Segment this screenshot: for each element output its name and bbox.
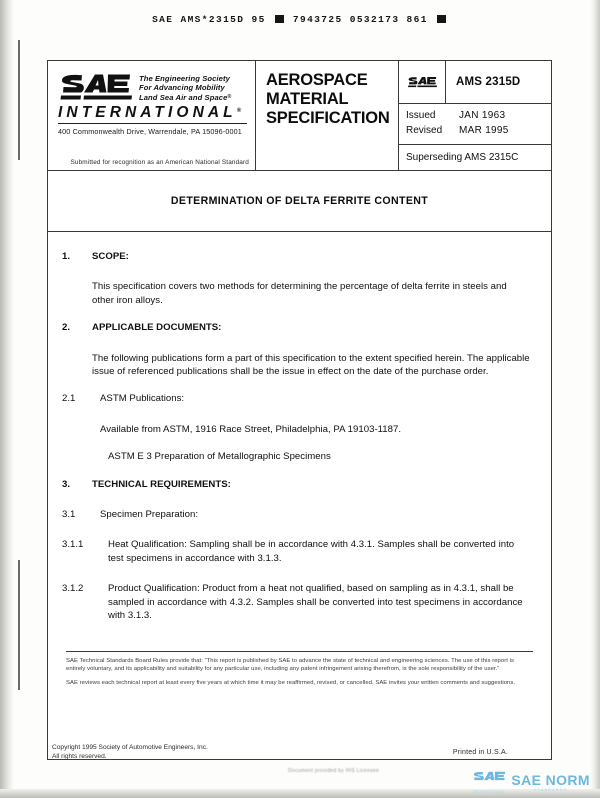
document-frame [47,60,552,760]
revised-value: MAR 1995 [459,124,509,136]
sae-address: 400 Commonwealth Drive, Warrendale, PA 15096-0001 [58,126,242,136]
clause-3-number: 3. [62,478,71,490]
masthead-id-block [399,61,551,170]
spine-mark [18,40,20,160]
clause-3-1-2 [62,582,531,622]
scan-edge-left [0,0,14,798]
masthead-logo-block [48,61,256,170]
scan-code-prefix: SAE AMS*2315D 95 [152,14,266,25]
sae-logo-icon [58,73,132,103]
watermark-title: SAE NORM [511,772,590,788]
footer-review-note: SAE reviews each technical report at least every five years at which time it may be reaffirmed, revised, or cancelled. SAE invites your written comments and suggestions. [66,680,516,687]
masthead-id-top [399,61,551,104]
copyright-block [52,744,208,761]
submitted-note: Submitted for recognition as an American National Standard [70,159,249,166]
document-title-band [48,171,551,232]
masthead-title-block [256,61,399,170]
watermark-international: INTERNATIONAL [473,790,506,794]
clause-2-1-heading: ASTM Publications: [100,393,185,405]
sae-watermark-icon [472,771,506,785]
sae-badge-cell [399,61,446,103]
scan-smudge-text: Document provided by IHS Licensee [288,768,380,774]
sae-badge-icon [407,76,437,89]
printed-in-note: Printed in U.S.A. [452,749,508,756]
footer-divider [66,651,533,652]
document-body [48,232,551,702]
scan-code-block-icon [275,15,284,23]
clause-3-1-2-number: 3.1.2 [62,583,84,595]
revised-label: Revised [406,124,443,136]
document-footer-notes [48,651,551,702]
scan-edge-right [590,0,600,798]
clause-3-heading: TECHNICAL REQUIREMENTS: [92,478,231,490]
sae-international-wordmark [58,104,247,124]
issued-row [406,109,551,124]
issued-label: Issued [406,110,436,121]
clause-3-1-1-number: 3.1.1 [62,539,84,551]
registered-mark-icon: ® [227,93,232,100]
clause-1-heading: SCOPE: [92,251,129,262]
masthead-title-line2: MATERIAL [266,90,349,108]
scan-header-code [0,14,600,25]
clause-2-number: 2. [62,322,71,334]
sae-tagline-line3: Land Sea Air and Space [139,92,228,102]
clause-3-1 [62,508,531,521]
document-number: AMS 2315D [456,76,521,88]
clause-3-1-1-text: Heat Qualification: Sampling shall be in accordance with 4.3.1. Samples shall be converted into test specimens in accordance with 3.1.3. [108,539,515,564]
sae-tagline-line1: The Engineering Society [139,74,230,83]
sae-tagline-line2: For Advancing Mobility [139,83,225,93]
clause-3 [62,478,531,491]
footer-disclaimer: SAE Technical Standards Board Rules provide that: “This report is published by SAE to advance the state of technical and engineering sciences. The use of this report is entirely voluntary, and its applicability and suitability for any particular use, including any patent infringement arising therefrom, is the sole responsibility of the user.” [66,658,514,672]
scan-code-block-icon [437,15,446,23]
clause-2-1-number: 2.1 [62,393,76,405]
clause-3-1-heading: Specimen Preparation: [100,509,199,521]
clause-2 [62,321,531,334]
registered-mark-icon: ® [236,108,242,114]
clause-2-1-text: Available from ASTM, 1916 Race Street, Philadelphia, PA 19103-1187. [100,423,402,435]
copyright-line1: Copyright 1995 Society of Automotive Engineers, Inc. [52,744,208,751]
superseding-note: Superseding AMS 2315C [406,152,519,163]
clause-1-text: This specification covers two methods for determining the percentage of delta ferrite in steels and other iron alloys. [92,281,507,306]
clause-3-1-1 [62,538,531,565]
spine-mark [18,560,20,690]
clause-3-1-number: 3.1 [62,509,76,521]
watermark-text-block [511,773,590,792]
clause-1 [62,250,531,263]
issued-value: JAN 1963 [459,110,506,121]
masthead [48,61,551,171]
clause-2-heading: APPLICABLE DOCUMENTS: [92,322,222,334]
revised-row [406,124,551,139]
masthead-title-line3: SPECIFICATION [266,109,390,127]
clause-2-1 [62,392,531,405]
scan-code-digits: 7943725 0532173 861 [292,14,428,25]
page-title: DETERMINATION OF DELTA FERRITE CONTENT [170,195,429,207]
clause-2-1-reference: ASTM E 3 Preparation of Metallographic Specimens [108,451,331,463]
watermark-subtitle: STANDARDS [534,788,568,792]
sae-international-text: INTERNATIONAL [58,104,237,121]
sae-tagline [139,73,231,102]
clause-2-text: The following publications form a part of this specification to the extent specified herein. The applicable issue of referenced publications shall be the issue in effect on the date of the purchase order. [92,352,530,378]
watermark-badge [472,771,506,794]
sae-norm-watermark [472,771,590,794]
masthead-title-line1: AEROSPACE [266,71,368,89]
clause-3-1-2-text: Product Qualification: Product from a heat not qualified, based on sampling as in 4.3.1, shall be sampled in accordance with 4.3.2. Samples shall be converted into test specimens in accordance with 3.1.3. [108,583,523,622]
copyright-line2: All rights reserved. [52,752,107,760]
document-dates [399,104,551,145]
clause-1-number: 1. [62,251,71,262]
